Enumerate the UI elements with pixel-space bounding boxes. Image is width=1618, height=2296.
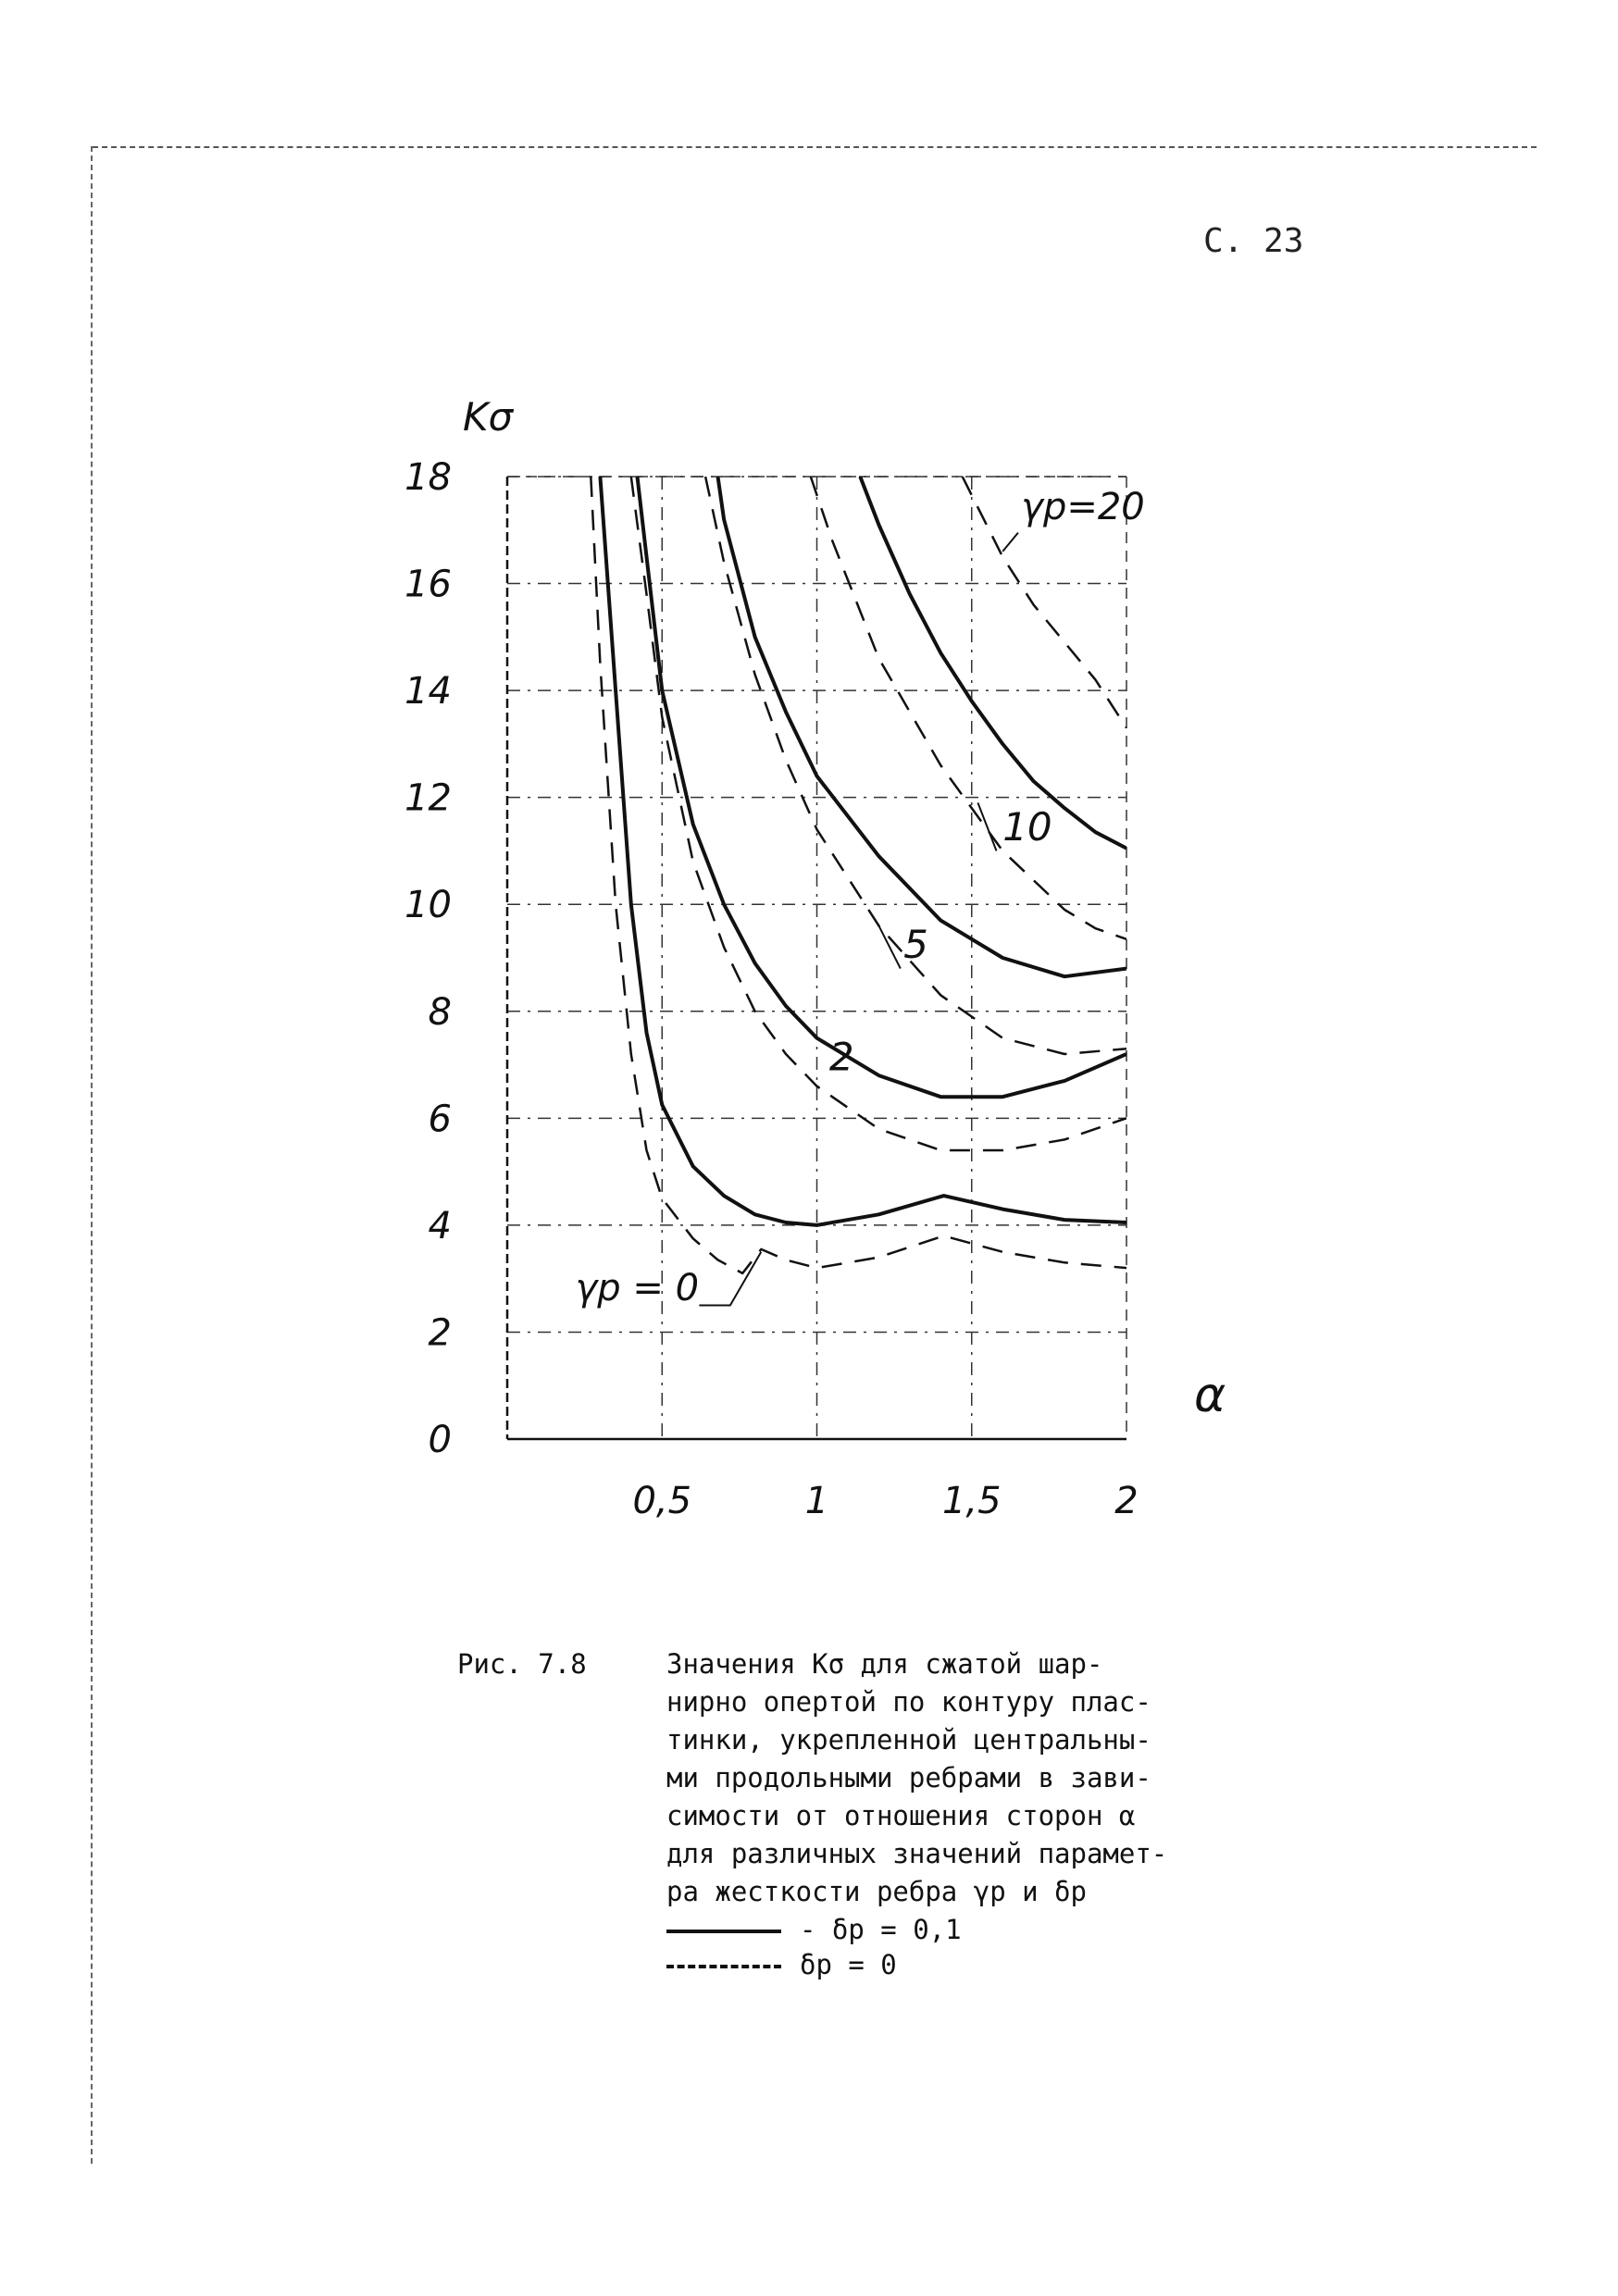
caption-line: Значения Kσ для сжатой шар-	[666, 1648, 1103, 1680]
page-number: С. 23	[1203, 222, 1304, 260]
curve-label-gamma-0: γр = 0	[575, 1266, 700, 1309]
labels-layer	[404, 394, 1226, 1522]
y-tick-label: 8	[428, 990, 452, 1034]
curve-label-gamma-2: 2	[828, 1034, 854, 1080]
series-line	[718, 477, 1127, 976]
caption-line: нирно опертой по контуру плас-	[666, 1686, 1151, 1718]
curve-label-gamma-10: 10	[1002, 803, 1052, 850]
legend-solid	[666, 1911, 1268, 1946]
x-tick-label: 1	[804, 1480, 829, 1522]
curve-leader-gamma-0	[699, 1252, 761, 1306]
y-axis-label: Kσ	[463, 394, 514, 440]
series-line	[705, 477, 1126, 1054]
series-line	[631, 477, 1126, 1150]
caption-body	[666, 1645, 1268, 1981]
y-tick-label: 10	[404, 884, 452, 927]
series-line	[860, 477, 1126, 849]
caption-line: ми продольными ребрами в зави-	[666, 1762, 1151, 1793]
curve-leader-gamma-20	[1002, 533, 1018, 552]
y-tick-label: 18	[404, 456, 452, 499]
x-tick-label: 0,5	[632, 1480, 692, 1522]
series-line	[811, 477, 1126, 939]
x-tick-label: 1,5	[941, 1480, 1002, 1522]
figure-label: Рис. 7.8	[457, 1648, 587, 1680]
caption-line: для различных значений парамет-	[666, 1838, 1168, 1869]
caption-line: ра жесткости ребра γр и δр	[666, 1876, 1087, 1907]
series-layer	[591, 477, 1126, 1273]
y-tick-label: 14	[404, 670, 452, 714]
legend-solid-label: - δр = 0,1	[800, 1914, 962, 1945]
legend-dashed	[666, 1946, 1268, 1981]
y-tick-label: 0	[428, 1419, 452, 1461]
curve-leader-gamma-10	[977, 802, 996, 850]
legend-dashed-swatch	[666, 1965, 781, 1968]
y-tick-label: 4	[428, 1204, 452, 1247]
x-tick-label: 2	[1114, 1480, 1139, 1522]
caption-line: тинки, укрепленной центральны-	[666, 1724, 1151, 1756]
legend-solid-swatch	[666, 1930, 781, 1933]
series-line	[591, 477, 1126, 1273]
series-line	[600, 477, 1126, 1225]
curve-label-gamma-20: γр=20	[1021, 486, 1145, 529]
x-axis-label: α	[1194, 1368, 1226, 1423]
y-tick-label: 2	[428, 1311, 452, 1355]
y-tick-label: 6	[428, 1098, 452, 1141]
caption-line: симости от отношения сторон α	[666, 1800, 1136, 1831]
curve-label-gamma-5: 5	[903, 922, 928, 967]
y-tick-label: 16	[404, 563, 452, 606]
series-line	[638, 477, 1127, 1097]
legend-dashed-label: δр = 0	[800, 1949, 897, 1980]
y-tick-label: 12	[404, 776, 452, 820]
